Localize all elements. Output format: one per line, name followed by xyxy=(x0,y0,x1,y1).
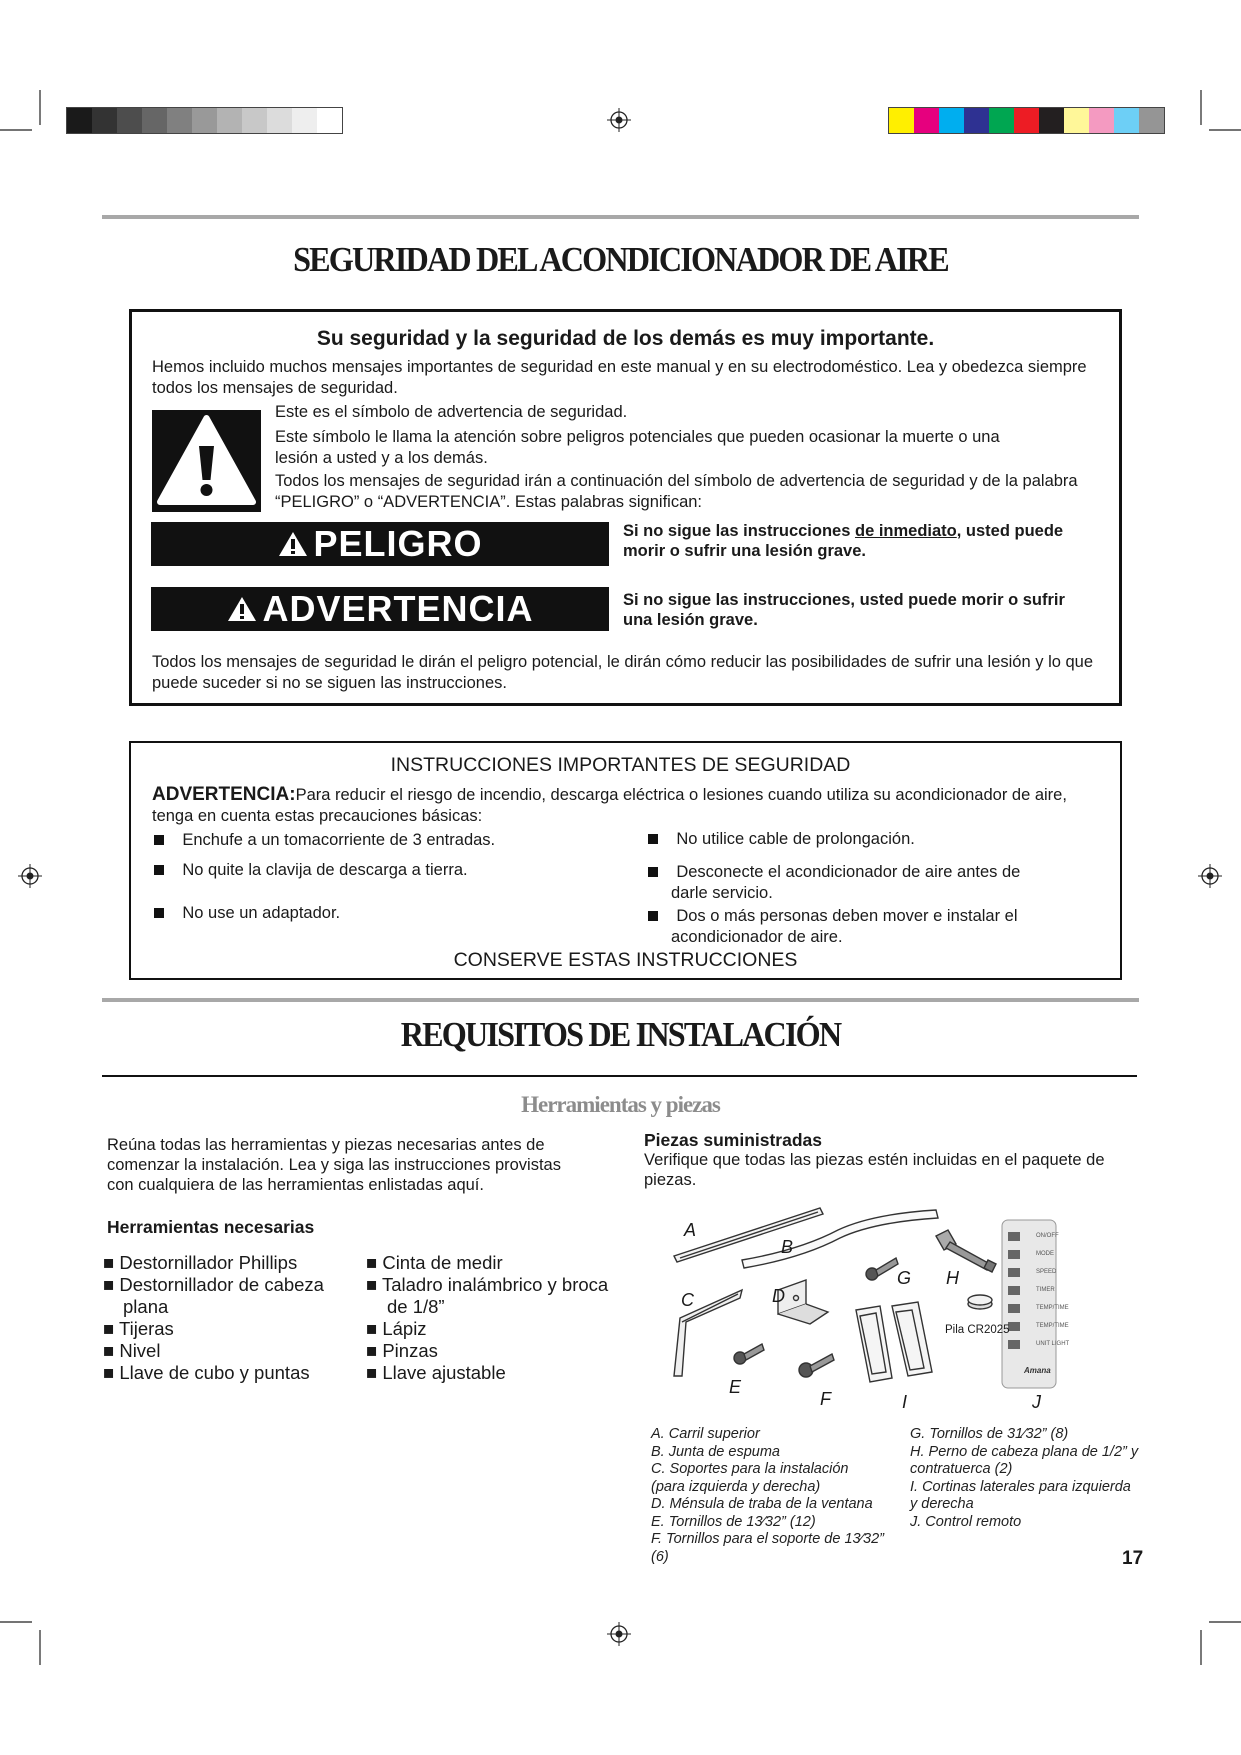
install-intro-line: Reúna todas las herramientas y piezas necesarias antes de xyxy=(107,1136,545,1154)
peligro-label: PELIGRO xyxy=(313,523,483,564)
figure-letter: C xyxy=(681,1290,694,1310)
color-swatch xyxy=(1014,108,1039,133)
bullet-icon xyxy=(154,865,164,875)
parts-intro-line: piezas. xyxy=(644,1171,697,1189)
part-caption: E. Tornillos de 13⁄32” (12) xyxy=(651,1514,816,1530)
figure-letter: H xyxy=(946,1268,959,1288)
color-swatch xyxy=(1064,108,1089,133)
precaution-item: No use un adaptador. xyxy=(154,903,340,924)
bullet-icon xyxy=(648,834,658,844)
instructions-warning: tenga en cuenta estas precauciones básicas: xyxy=(152,807,483,825)
peligro-text: Si no sigue las instrucciones de inmediato, usted puede xyxy=(623,522,1064,540)
color-swatch xyxy=(989,108,1014,133)
figure-letter: A xyxy=(684,1220,697,1240)
tool-item: ■ Destornillador Phillips xyxy=(103,1252,298,1273)
figure-letter: E xyxy=(729,1377,742,1397)
advertencia-signal-bar xyxy=(151,587,609,631)
part-caption: J. Control remoto xyxy=(910,1514,1022,1530)
page-number: 17 xyxy=(1122,1548,1144,1569)
instructions-title: INSTRUCCIONES IMPORTANTES DE SEGURIDAD xyxy=(390,754,851,776)
remote-control-part xyxy=(1002,1220,1056,1388)
flat-head-bolt-part xyxy=(936,1230,996,1272)
symbol-text-line: Todos los mensajes de seguridad irán a continuación del símbolo de advertencia de seguridad y de la palabra xyxy=(275,472,1078,490)
screw-g-part xyxy=(866,1258,898,1280)
tool-item: ■ Cinta de medir xyxy=(366,1252,503,1273)
color-swatch xyxy=(914,108,939,133)
figure-letter: D xyxy=(772,1286,785,1306)
symbol-text-line: Este es el símbolo de advertencia de seguridad. xyxy=(275,403,628,421)
figure-letter: B xyxy=(781,1237,794,1257)
bullet-icon xyxy=(648,911,658,921)
side-curtain-part xyxy=(856,1302,932,1382)
battery-label: Pila CR2025 xyxy=(945,1324,1010,1336)
warning-triangle-icon xyxy=(226,595,258,623)
color-swatch xyxy=(964,108,989,133)
part-caption: A. Carril superior xyxy=(651,1426,760,1442)
precaution-item-cont: acondicionador de aire. xyxy=(671,928,843,946)
symbol-text-line: lesión a usted y a los demás. xyxy=(275,449,488,467)
section-rule xyxy=(102,215,1139,219)
color-swatch xyxy=(1089,108,1114,133)
advertencia-text: Si no sigue las instrucciones, usted puede morir o sufrir xyxy=(623,591,1065,609)
remote-label: SPEED xyxy=(1036,1269,1057,1275)
color-swatch xyxy=(167,108,192,133)
part-caption: D. Ménsula de traba de la ventana xyxy=(651,1496,873,1512)
part-caption: H. Perno de cabeza plana de 1/2” y xyxy=(910,1444,1139,1460)
peligro-text: morir o sufrir una lesión grave. xyxy=(623,542,866,560)
part-caption: G. Tornillos de 31⁄32” (8) xyxy=(910,1426,1069,1442)
color-swatch xyxy=(317,108,342,133)
precaution-item: Dos o más personas deben mover e instalar el xyxy=(648,906,1018,927)
symbol-text-line: Este símbolo le llama la atención sobre peligros potenciales que pueden ocasionar la muerte o una xyxy=(275,428,1000,446)
part-caption: F. Tornillos para el soporte de 13⁄32” xyxy=(651,1531,884,1547)
color-swatch xyxy=(1039,108,1064,133)
bullet-icon xyxy=(648,867,658,877)
install-intro-line: con cualquiera de las herramientas enlistadas aquí. xyxy=(107,1176,484,1194)
color-swatch xyxy=(67,108,92,133)
remote-label: TIMER xyxy=(1036,1287,1055,1293)
color-swatch xyxy=(217,108,242,133)
color-swatch xyxy=(1114,108,1139,133)
part-caption: (para izquierda y derecha) xyxy=(651,1479,821,1495)
page-title: SEGURIDAD DEL ACONDICIONADOR DE AIRE xyxy=(293,240,948,279)
registration-mark-icon xyxy=(1198,864,1222,888)
gray-color-bar xyxy=(66,107,343,134)
remote-label: TEMP/TIME xyxy=(1036,1323,1069,1329)
tool-item: ■ Lápiz xyxy=(366,1318,427,1339)
tool-item: ■ Tijeras xyxy=(103,1318,174,1339)
tool-item-cont: de 1/8” xyxy=(387,1296,445,1317)
symbol-text-line: “PELIGRO” o “ADVERTENCIA”. Estas palabras significan: xyxy=(275,493,703,511)
bullet-icon xyxy=(154,908,164,918)
advertencia-text: una lesión grave. xyxy=(623,611,758,629)
color-swatch xyxy=(292,108,317,133)
safety-footer-line: Todos los mensajes de seguridad le dirán el peligro potencial, le dirán cómo reducir las posibilidades de sufrir una lesión y lo que xyxy=(152,653,1094,671)
instructions-warning: ADVERTENCIA:Para reducir el riesgo de incendio, descarga eléctrica o lesiones cuando utiliza su acondicionador de aire, xyxy=(152,784,1067,805)
safety-box-heading: Su seguridad y la seguridad de los demás es muy importante. xyxy=(316,327,935,350)
tool-item-cont: plana xyxy=(123,1296,169,1317)
figure-letter: I xyxy=(902,1392,908,1412)
remote-label: TEMP/TIME xyxy=(1036,1305,1069,1311)
parts-intro-line: Verifique que todas las piezas estén incluidas en el paquete de xyxy=(644,1151,1105,1169)
process-color-bar xyxy=(888,107,1165,134)
color-swatch xyxy=(117,108,142,133)
tools-heading: Herramientas necesarias xyxy=(107,1217,315,1237)
remote-label: ON/OFF xyxy=(1036,1233,1059,1239)
peligro-signal-bar xyxy=(151,522,609,566)
color-swatch xyxy=(92,108,117,133)
registration-mark-icon xyxy=(18,864,42,888)
section-rule xyxy=(102,998,1139,1002)
instructions-footer: CONSERVE ESTAS INSTRUCCIONES xyxy=(453,949,798,971)
precaution-item-cont: darle servicio. xyxy=(671,884,773,902)
tool-item: ■ Llave de cubo y puntas xyxy=(103,1362,310,1383)
registration-mark-icon xyxy=(607,108,631,132)
figure-letter: J xyxy=(1032,1392,1041,1412)
section-subtitle: Herramientas y piezas xyxy=(521,1092,720,1117)
remote-label: MODE xyxy=(1036,1251,1054,1257)
color-swatch xyxy=(939,108,964,133)
parts-illustration xyxy=(660,1200,1070,1410)
color-swatch xyxy=(242,108,267,133)
part-caption: C. Soportes para la instalación xyxy=(651,1461,849,1477)
part-caption: y derecha xyxy=(910,1496,974,1512)
tool-item: ■ Nivel xyxy=(103,1340,161,1361)
tool-item: ■ Destornillador de cabeza xyxy=(103,1274,324,1295)
remote-brand-logo: Amana xyxy=(1024,1366,1051,1375)
safety-intro-line: Hemos incluido muchos mensajes importantes de seguridad en este manual y en su electrodoméstico. Lea y obedezca siempre xyxy=(152,358,1087,376)
safety-intro-line: todos los mensajes de seguridad. xyxy=(152,379,398,397)
part-caption: B. Junta de espuma xyxy=(651,1444,780,1460)
safety-footer-line: puede suceder si no se siguen las instrucciones. xyxy=(152,674,507,692)
precaution-item: No utilice cable de prolongación. xyxy=(648,829,915,850)
figure-letter: F xyxy=(820,1389,831,1409)
color-swatch xyxy=(142,108,167,133)
part-caption: contratuerca (2) xyxy=(910,1461,1013,1477)
remote-label: UNIT LIGHT xyxy=(1036,1341,1070,1347)
precaution-item: Enchufe a un tomacorriente de 3 entradas. xyxy=(154,830,495,851)
bullet-icon xyxy=(154,835,164,845)
tool-item: ■ Taladro inalámbrico y broca xyxy=(366,1274,609,1295)
warning-symbol-icon xyxy=(152,410,261,512)
registration-mark-icon xyxy=(607,1622,631,1646)
screw-e-part xyxy=(734,1344,764,1364)
tool-item: ■ Pinzas xyxy=(366,1340,438,1361)
color-swatch xyxy=(1139,108,1164,133)
precaution-item: Desconecte el acondicionador de aire antes de xyxy=(648,862,1020,883)
figure-letter: G xyxy=(897,1268,912,1288)
part-caption: (6) xyxy=(651,1549,669,1565)
section-title: REQUISITOS DE INSTALACIÓN xyxy=(400,1015,841,1054)
color-swatch xyxy=(192,108,217,133)
install-intro-line: comenzar la instalación. Lea y siga las instrucciones provistas xyxy=(107,1156,561,1174)
tool-item: ■ Llave ajustable xyxy=(366,1362,506,1383)
foam-seal-part xyxy=(742,1210,938,1268)
screw-f-part xyxy=(799,1354,834,1377)
precaution-item: No quite la clavija de descarga a tierra. xyxy=(154,860,468,881)
advertencia-label: ADVERTENCIA xyxy=(262,588,534,629)
warning-triangle-icon xyxy=(277,530,309,558)
color-swatch xyxy=(267,108,292,133)
parts-heading: Piezas suministradas xyxy=(644,1130,822,1150)
part-caption: I. Cortinas laterales para izquierda xyxy=(910,1479,1131,1495)
color-swatch xyxy=(889,108,914,133)
section-underline xyxy=(102,1075,1137,1077)
